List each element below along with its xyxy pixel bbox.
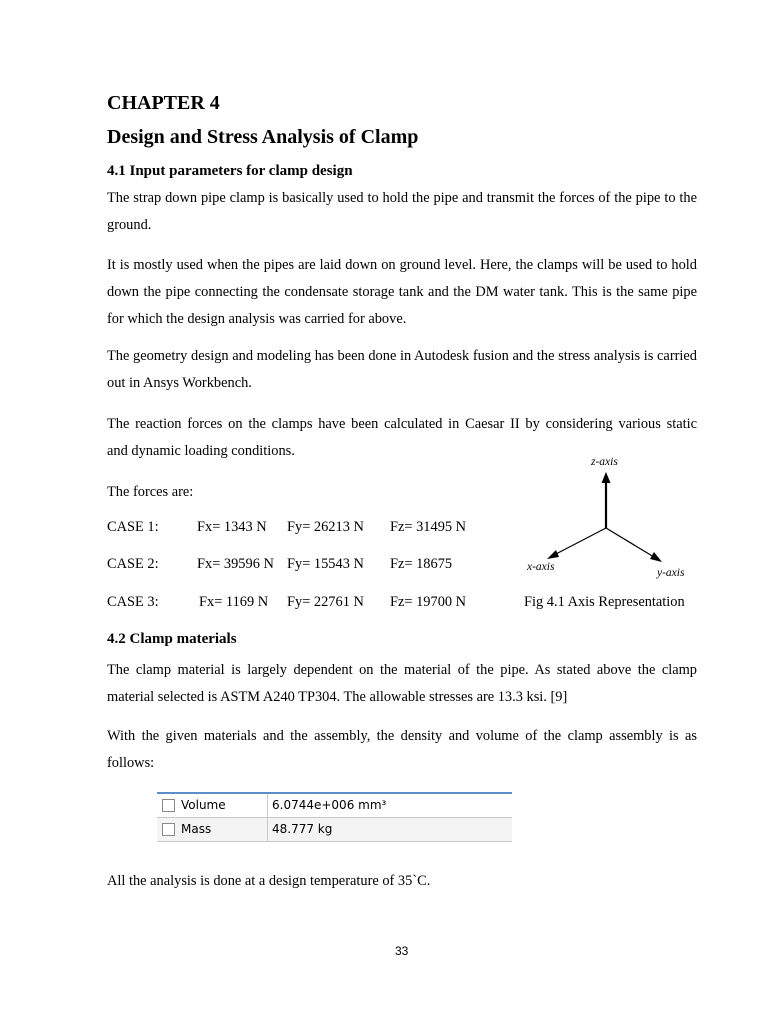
page-number: 33 (395, 944, 409, 958)
paragraph-reaction-forces-line1: The reaction forces on the clamps have been calculated in Caesar II by considering various static (107, 416, 697, 432)
z-axis-arrowhead (602, 472, 611, 483)
case-fy: Fy= 26213 N (287, 519, 364, 535)
paragraph-reaction-forces-line2: and dynamic loading conditions. (107, 443, 295, 459)
case-fz: Fz= 31495 N (390, 519, 467, 535)
paragraph-clamp-material: The clamp material is largely dependent on the material of the pipe. As stated above the clamp material selected is ASTM A240 TP304. The allowable stresses are 13.3 ksi. [9] (107, 662, 697, 705)
case-fy: Fy= 15543 N (287, 556, 364, 572)
chapter-heading: CHAPTER 4 (107, 92, 220, 114)
case-label: CASE 2: (107, 556, 159, 572)
section-heading-4-2: 4.2 Clamp materials (107, 631, 237, 647)
case-fz: Fz= 19700 N (390, 594, 467, 610)
property-name: Mass (181, 822, 212, 836)
y-axis-label: y-axis (657, 567, 685, 579)
case-label: CASE 1: (107, 519, 159, 535)
mass-checkbox[interactable] (162, 823, 175, 836)
x-axis-line (554, 528, 606, 555)
case-fz: Fz= 18675 (390, 556, 453, 572)
paragraph-design-tools: The geometry design and modeling has been done in Autodesk fusion and the stress analysis is carried out in Ansys Workbench. (107, 348, 697, 391)
z-axis-label: z-axis (591, 456, 618, 468)
section-heading-4-1: 4.1 Input parameters for clamp design (107, 163, 353, 179)
property-row-volume (157, 794, 512, 818)
volume-checkbox[interactable] (162, 799, 175, 812)
case-fx: Fx= 39596 N (197, 556, 274, 572)
case-fx: Fx= 1169 N (199, 594, 269, 610)
property-row-mass (157, 818, 512, 842)
property-value: 48.777 kg (272, 822, 333, 836)
property-name: Volume (181, 798, 226, 812)
paragraph-strap-clamp: The strap down pipe clamp is basically used to hold the pipe and transmit the forces of the pipe to the ground. (107, 190, 697, 233)
closing-statement: All the analysis is done at a design temperature of 35`C. (107, 873, 431, 889)
figure-caption: Fig 4.1 Axis Representation (524, 594, 685, 610)
paragraph-usage: It is mostly used when the pipes are laid down on ground level. Here, the clamps will be used to hold down the pipe connecting the condensate storage tank and the DM water tank. This is the same pipe for which the design analysis was carried for above. (107, 257, 697, 327)
paragraph-density-volume: With the given materials and the assembly, the density and volume of the clamp assembly is as follows: (107, 728, 697, 771)
x-axis-label: x-axis (527, 561, 555, 573)
column-divider (267, 818, 268, 841)
case-label: CASE 3: (107, 594, 159, 610)
x-axis-arrowhead (547, 550, 559, 559)
properties-table (157, 792, 512, 844)
case-fx: Fx= 1343 N (197, 519, 267, 535)
case-fy: Fy= 22761 N (287, 594, 364, 610)
y-axis-arrowhead (650, 552, 662, 562)
chapter-title: Design and Stress Analysis of Clamp (107, 126, 419, 148)
property-value: 6.0744e+006 mm³ (272, 798, 387, 812)
column-divider (267, 794, 268, 817)
y-axis-line (606, 528, 654, 557)
forces-intro: The forces are: (107, 484, 194, 500)
